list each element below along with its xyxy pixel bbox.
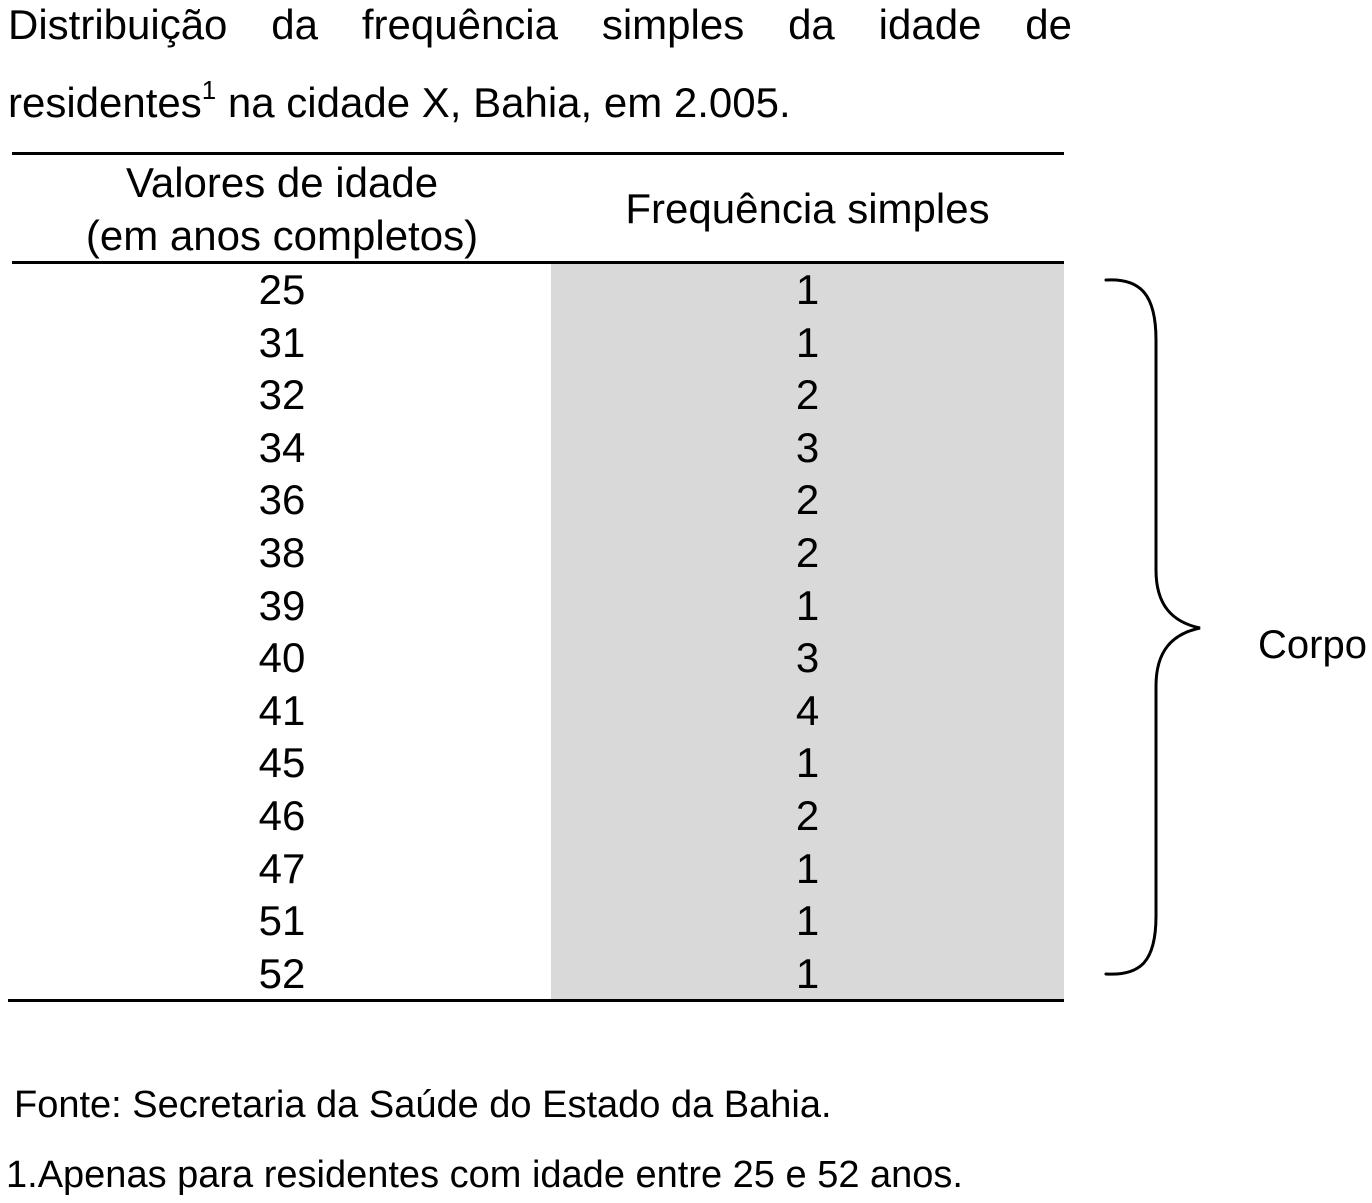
- table-row: [0, 632, 1064, 685]
- curly-brace-icon: [1100, 270, 1210, 985]
- table-row: [0, 685, 1064, 738]
- header-age-line-1: Valores de idade: [125, 159, 439, 206]
- header-frequency: Frequência simples: [625, 185, 990, 232]
- source-note: Fonte: Secretaria da Saúde do Estado da Bahia.: [14, 1084, 832, 1126]
- cell-frequency: 1: [795, 581, 820, 629]
- cell-age: 51: [258, 897, 306, 945]
- brace-label-corpo: Corpo: [1258, 623, 1367, 667]
- cell-age: 34: [258, 423, 306, 471]
- cell-age: 32: [258, 371, 306, 419]
- cell-age: 47: [258, 844, 306, 892]
- table-row: [0, 422, 1064, 475]
- cell-age: 41: [258, 686, 306, 734]
- table-row: [0, 580, 1064, 633]
- cell-age: 31: [258, 318, 306, 366]
- cell-frequency: 1: [795, 949, 820, 997]
- footnote: 1.Apenas para residentes com idade entre 25 e 52 anos.: [6, 1154, 963, 1196]
- cell-frequency: 4: [795, 686, 820, 734]
- table-row: [0, 948, 1064, 1001]
- table-title-line-2: [8, 75, 791, 133]
- cell-frequency: 1: [795, 897, 820, 945]
- cell-age: 25: [258, 266, 306, 313]
- table-row: [0, 790, 1064, 843]
- cell-frequency: 2: [795, 791, 820, 839]
- header-age-line-2: (em anos completos): [85, 212, 479, 259]
- cell-age: 40: [258, 634, 306, 682]
- footnote-marker: 1: [201, 75, 217, 105]
- cell-frequency: 2: [795, 476, 820, 524]
- table-title-line-1: Distribuição da frequência simples da idade de: [8, 1, 1072, 48]
- table-row: [0, 369, 1064, 422]
- cell-frequency: 3: [795, 634, 820, 682]
- cell-age: 52: [258, 949, 306, 997]
- table-row: [0, 737, 1064, 790]
- cell-age: 38: [258, 528, 306, 576]
- table-top-rule: [12, 152, 1064, 155]
- cell-frequency: 1: [795, 318, 820, 366]
- table-body: [0, 264, 1064, 1000]
- table-row: [0, 317, 1064, 370]
- table-bottom-rule: [8, 999, 1064, 1002]
- cell-frequency: 2: [795, 371, 820, 419]
- cell-frequency: 1: [795, 739, 820, 787]
- cell-frequency: 3: [795, 423, 820, 471]
- table-row: [0, 474, 1064, 527]
- table-row: [0, 527, 1064, 580]
- header-age-values: [30, 156, 534, 262]
- table-row: [0, 895, 1064, 948]
- title-text-rest: na cidade X, Bahia, em 2.005.: [216, 79, 791, 126]
- cell-age: 39: [258, 581, 306, 629]
- table-row: [0, 264, 1064, 317]
- cell-frequency: 2: [795, 528, 820, 576]
- cell-age: 46: [258, 791, 306, 839]
- title-text-residentes: residentes: [8, 79, 202, 126]
- cell-age: 45: [258, 739, 306, 787]
- cell-age: 36: [258, 476, 306, 524]
- cell-frequency: 1: [795, 844, 820, 892]
- cell-frequency: 1: [795, 266, 820, 313]
- table-row: [0, 843, 1064, 896]
